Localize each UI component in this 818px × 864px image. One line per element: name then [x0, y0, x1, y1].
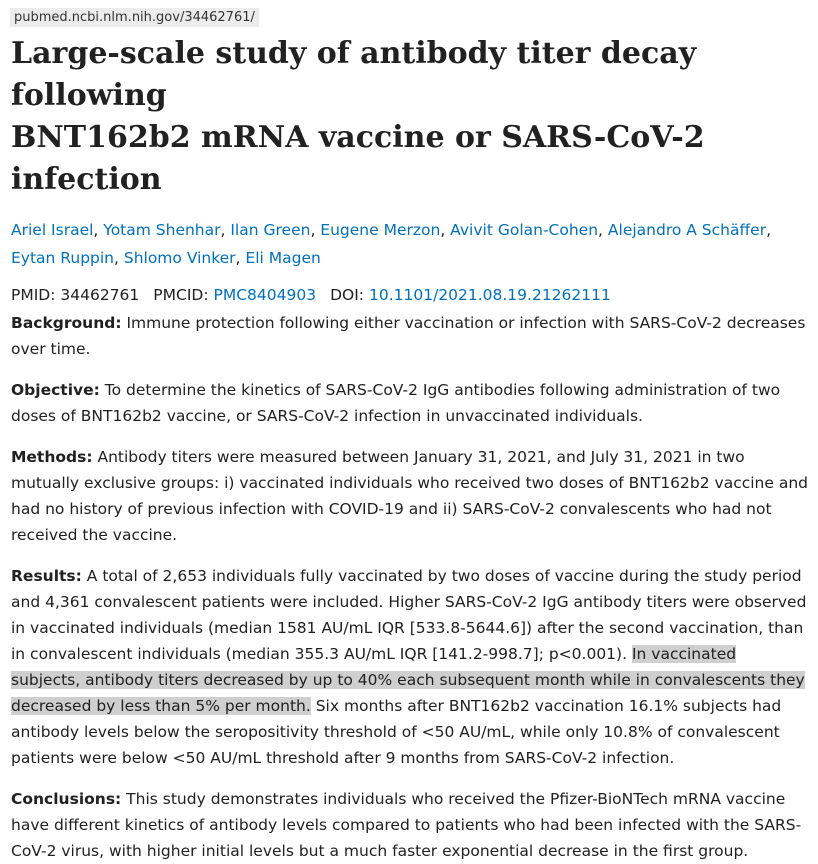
results-text-continued: Six months after BNT162b2 vaccination 16.1% subjects had antibody levels below the seropositivity threshold of <50 AU/mL, while only 10.8% of convalescent patients were below <50 AU/mL threshold after 9 months from SARS-CoV-2 infection. — [11, 697, 782, 767]
background-paragraph — [11, 310, 808, 362]
author-link[interactable]: Eytan Ruppin — [11, 249, 114, 267]
author-link[interactable]: Avivit Golan-Cohen — [450, 221, 599, 239]
methods-label: Methods: — [11, 448, 93, 466]
article-title — [11, 33, 808, 201]
author-link[interactable]: Eli Magen — [245, 249, 321, 267]
pmid-label: PMID: — [11, 286, 56, 304]
results-text: A total of 2,653 individuals fully vaccinated by two doses of vaccine during the study period and 4,361 convalescent patients were included. Higher SARS-CoV-2 IgG antibody titers were observed in vaccinated individuals (median 1581 AU/mL IQR [533.8-5644.6]) after the second vaccination, than in convalescent individuals (median 355.3 AU/mL IQR [141.2-998.7]; p<0.001). — [11, 567, 807, 663]
results-label: Results: — [11, 567, 82, 585]
results-highlight: In vaccinated subjects, antibody titers decreased by up to 40% each subsequent month while in convalescents they decreased by less than 5% per month. — [11, 645, 805, 715]
page-url[interactable]: pubmed.ncbi.nlm.nih.gov/34462761/ — [10, 8, 259, 27]
author-link[interactable]: Yotam Shenhar — [103, 221, 221, 239]
objective-text: To determine the kinetics of SARS-CoV-2 IgG antibodies following administration of two doses of BNT162b2 vaccine, or SARS-CoV-2 infection in unvaccinated individuals. — [11, 381, 781, 425]
pmcid-label: PMCID: — [153, 286, 209, 304]
author-link[interactable]: Ilan Green — [230, 221, 311, 239]
background-label: Background: — [11, 314, 122, 332]
article-identifiers — [11, 284, 808, 306]
conclusions-paragraph — [11, 786, 808, 864]
author-link[interactable]: Ariel Israel — [11, 221, 94, 239]
results-paragraph — [11, 563, 808, 771]
objective-label: Objective: — [11, 381, 100, 399]
author-link[interactable]: Shlomo Vinker — [123, 249, 236, 267]
author-link[interactable]: Eugene Merzon — [320, 221, 441, 239]
doi-link[interactable]: 10.1101/2021.08.19.21262111 — [368, 286, 611, 304]
author-list: Ariel Israel, Yotam Shenhar, Ilan Green, Eugene Merzon, Avivit Golan-Cohen, Alejandro A Schäffer, Eytan Ruppin, Shlomo Vinker, Eli Magen — [11, 221, 771, 267]
title-line-2: BNT162b2 mRNA vaccine or SARS-CoV-2 infection — [11, 120, 705, 197]
pmid-value: 34462761 — [60, 286, 140, 304]
methods-paragraph — [11, 444, 808, 548]
conclusions-label: Conclusions: — [11, 790, 122, 808]
conclusions-text: This study demonstrates individuals who received the Pfizer-BioNTech mRNA vaccine have different kinetics of antibody levels compared to patients who had been infected with the SARS-CoV-2 virus, with higher initial levels but a much faster exponential decrease in the first group. — [11, 790, 802, 860]
background-text: Immune protection following either vaccination or infection with SARS-CoV-2 decreases over time. — [11, 314, 806, 358]
methods-text: Antibody titers were measured between January 31, 2021, and July 31, 2021 in two mutually exclusive groups: i) vaccinated individuals who received two doses of BNT162b2 vaccine and had no history of previous infection with COVID-19 and ii) SARS-CoV-2 convalescents who had not received the vaccine. — [11, 448, 809, 544]
objective-paragraph — [11, 377, 808, 429]
title-line-1: Large-scale study of antibody titer decay following — [11, 36, 697, 113]
doi-label: DOI: — [330, 286, 365, 304]
author-link[interactable]: Alejandro A Schäffer — [607, 221, 767, 239]
pmcid-link[interactable]: PMC8404903 — [213, 286, 317, 304]
